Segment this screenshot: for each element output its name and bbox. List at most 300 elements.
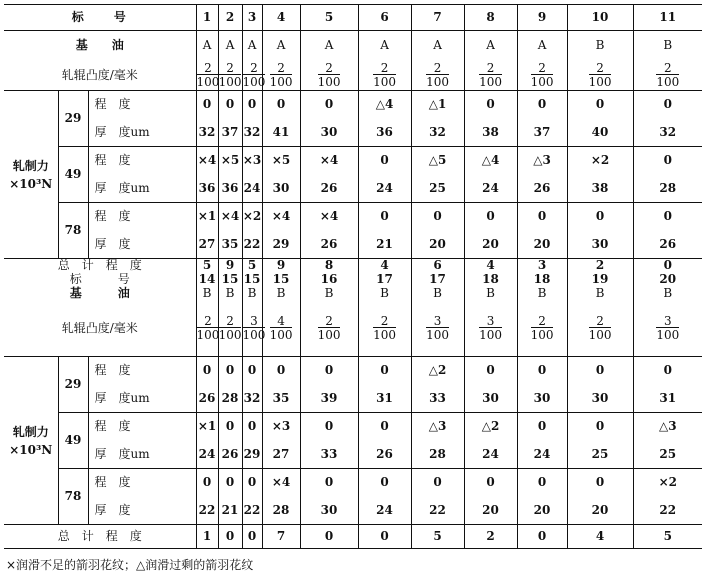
thickness-row	[4, 119, 702, 147]
thickness-value: 32	[242, 385, 262, 413]
column-number: 6	[358, 5, 411, 31]
number-value: 17	[358, 273, 411, 287]
base-oil-value: A	[358, 31, 411, 61]
degree-value: ×4	[196, 147, 218, 175]
column-header-label: 标 号	[4, 5, 196, 31]
degree-value: 0	[300, 469, 358, 497]
thickness-value: 28	[262, 497, 300, 525]
degree-value: 0	[242, 469, 262, 497]
degree-value: △4	[464, 147, 517, 175]
fraction	[426, 315, 449, 341]
thickness-value: 28	[633, 175, 702, 203]
fraction	[318, 62, 341, 88]
degree-label: 程 度	[94, 209, 131, 224]
base-oil-value: A	[218, 31, 242, 61]
degree-value: ×3	[262, 413, 300, 441]
total-degree-value: 5	[411, 525, 464, 549]
number-value: 15	[243, 272, 261, 286]
roll-crown-value	[517, 301, 567, 357]
base-oil-value: B	[567, 31, 633, 61]
thickness-value: 31	[358, 385, 411, 413]
degree-row	[4, 203, 702, 231]
thickness-value: 41	[262, 119, 300, 147]
fraction-denominator: 100	[530, 328, 554, 343]
fraction-numerator: 2	[325, 314, 333, 329]
roll-crown-value	[517, 61, 567, 91]
thickness-value: 26	[517, 175, 567, 203]
thickness-value: 36	[196, 175, 218, 203]
roll-crown-value	[242, 61, 266, 91]
total-degree-value: 3	[517, 259, 567, 273]
fraction-numerator: 2	[226, 61, 234, 76]
fraction-numerator: 3	[486, 314, 495, 329]
total-degree-value: 5	[242, 259, 262, 273]
thickness-value: 25	[633, 441, 702, 469]
base-oil-value: B	[196, 287, 218, 301]
base-oil-value: B	[633, 287, 702, 301]
total-degree-row	[4, 259, 702, 273]
degree-value: ×4	[300, 203, 358, 231]
number-value: 18	[464, 273, 517, 287]
degree-value: 0	[517, 413, 567, 441]
thickness-value: 20	[517, 497, 567, 525]
thickness-value: 20	[517, 231, 567, 259]
thickness-value: 26	[633, 231, 702, 259]
fraction	[479, 62, 502, 88]
degree-value: ×4	[262, 469, 300, 497]
degree-value: 0	[196, 469, 218, 497]
fraction	[531, 62, 554, 88]
degree-value: △5	[411, 147, 464, 175]
fraction-denominator: 100	[269, 75, 293, 90]
roll-crown-value	[218, 61, 242, 91]
thickness-value: 24	[464, 175, 517, 203]
fraction	[197, 62, 220, 88]
fraction	[531, 315, 554, 341]
thickness-value: 32	[633, 119, 702, 147]
total-degree-value: 1	[196, 525, 218, 549]
fraction-numerator: 3	[250, 314, 258, 329]
force-level-label: 29	[58, 91, 88, 147]
fraction-denominator: 100	[530, 75, 554, 90]
degree-value: ×1	[196, 203, 218, 231]
thickness-value: 32	[242, 119, 262, 147]
fraction-numerator: 2	[538, 61, 546, 76]
thickness-value: 25	[567, 441, 633, 469]
degree-value: △3	[411, 413, 464, 441]
roll-crown-label: 轧辊凸度/毫米	[4, 301, 196, 357]
thickness-value: 31	[633, 385, 702, 413]
thickness-value: 30	[300, 119, 358, 147]
base-oil-row	[4, 31, 702, 61]
roll-crown-value	[464, 61, 517, 91]
fraction-denominator: 100	[218, 328, 242, 343]
thickness-row	[4, 385, 702, 413]
degree-value: 0	[358, 203, 411, 231]
degree-label: 程 度	[94, 153, 131, 168]
degree-value: △1	[411, 91, 464, 119]
column-number: 5	[300, 5, 358, 31]
thickness-value: 26	[196, 385, 218, 413]
degree-value: 0	[196, 91, 218, 119]
degree-label: 程 度	[94, 363, 131, 378]
degree-value: ×3	[242, 147, 262, 175]
total-degree-value: 0	[242, 525, 262, 549]
degree-value: 0	[196, 357, 218, 385]
degree-value: 0	[517, 357, 567, 385]
total-degree-label: 总 计 程 度	[4, 525, 196, 549]
roll-crown-value	[300, 301, 358, 357]
fraction-denominator: 100	[479, 328, 502, 343]
degree-value: 0	[517, 469, 567, 497]
thickness-value: 26	[300, 175, 358, 203]
total-degree-value: 4	[567, 525, 633, 549]
fraction-denominator: 100	[588, 75, 612, 90]
number-value: 14	[196, 273, 218, 287]
thickness-value: 32	[411, 119, 464, 147]
thickness-row	[4, 175, 702, 203]
thickness-value: 30	[464, 385, 517, 413]
fraction-numerator: 2	[226, 314, 234, 329]
roll-crown-value	[242, 301, 266, 357]
thickness-value: 30	[300, 497, 358, 525]
total-degree-value: 6	[411, 259, 464, 273]
degree-value: 0	[567, 91, 633, 119]
degree-value: ×2	[242, 203, 262, 231]
fraction	[426, 62, 449, 88]
fraction-numerator: 2	[204, 61, 212, 76]
number-value: 16	[300, 273, 358, 287]
fraction-denominator: 100	[373, 328, 396, 343]
fraction-numerator: 2	[538, 314, 546, 329]
fraction-numerator: 3	[433, 314, 442, 329]
total-degree-value: 2	[567, 259, 633, 273]
number-row	[4, 273, 702, 287]
thickness-value: 40	[567, 119, 633, 147]
total-degree-value: 9	[218, 259, 242, 273]
roll-crown-value	[196, 301, 218, 357]
thickness-value: 22	[242, 497, 262, 525]
thickness-value: 20	[411, 231, 464, 259]
roll-crown-value	[358, 301, 411, 357]
roll-crown-value	[567, 61, 633, 91]
thickness-value: 22	[242, 231, 262, 259]
fraction-denominator: 100	[656, 75, 680, 90]
total-degree-value: 4	[464, 259, 517, 273]
fraction-denominator: 100	[373, 75, 396, 90]
degree-value: 0	[242, 91, 262, 119]
number-value: 15	[262, 273, 300, 287]
thickness-value: 27	[262, 441, 300, 469]
thickness-value: 33	[300, 441, 358, 469]
degree-value: 0	[411, 203, 464, 231]
thickness-value: 22	[633, 497, 702, 525]
fraction-denominator: 100	[317, 328, 341, 343]
degree-label: 程 度	[94, 97, 131, 112]
fraction	[270, 315, 293, 341]
degree-value: 0	[464, 357, 517, 385]
thickness-label: 厚 度um	[88, 119, 196, 147]
degree-value: ×4	[262, 203, 300, 231]
data-table	[4, 4, 702, 549]
base-oil-value: A	[300, 31, 358, 61]
degree-value: 0	[218, 91, 242, 119]
degree-value: △3	[633, 413, 702, 441]
degree-value: 0	[242, 413, 262, 441]
roll-crown-value	[411, 301, 464, 357]
roll-crown-value	[567, 301, 633, 357]
degree-value: 0	[358, 357, 411, 385]
thickness-value: 36	[218, 175, 242, 203]
degree-row	[4, 91, 702, 119]
base-oil-value: B	[218, 287, 242, 301]
roll-crown-value	[262, 61, 300, 91]
roll-crown-label: 轧辊凸度/毫米	[4, 61, 196, 91]
total-degree-label: 总 计 程 度	[57, 258, 142, 273]
base-oil-row	[4, 287, 702, 301]
fraction	[656, 62, 679, 88]
fraction-denominator: 100	[479, 75, 502, 90]
fraction-denominator: 100	[317, 75, 341, 90]
fraction-numerator: 4	[277, 314, 285, 329]
fraction-numerator: 2	[380, 314, 389, 329]
degree-value: 0	[567, 413, 633, 441]
fraction	[243, 315, 266, 341]
column-number: 2	[218, 5, 242, 31]
column-number: 4	[262, 5, 300, 31]
fraction-denominator: 100	[196, 328, 220, 343]
data-table-container	[4, 4, 702, 549]
fraction-denominator: 100	[242, 75, 266, 90]
force-level-label: 78	[58, 203, 88, 259]
column-number: 8	[464, 5, 517, 31]
degree-value: 0	[517, 203, 567, 231]
roll-crown-value	[358, 61, 411, 91]
thickness-label: 厚 度	[88, 231, 196, 259]
degree-row	[4, 147, 702, 175]
degree-value: 0	[567, 203, 633, 231]
fraction-numerator: 2	[596, 61, 604, 76]
fraction	[589, 315, 612, 341]
thickness-value: 20	[567, 497, 633, 525]
fraction-numerator: 2	[380, 61, 389, 76]
thickness-row	[4, 231, 702, 259]
degree-value: 0	[300, 91, 358, 119]
fraction-denominator: 100	[656, 328, 680, 343]
fraction-denominator: 100	[242, 328, 266, 343]
degree-value: 0	[262, 357, 300, 385]
base-oil-value: B	[262, 287, 300, 301]
degree-value: 0	[517, 91, 567, 119]
degree-row	[4, 357, 702, 385]
roll-crown-row	[4, 61, 702, 91]
fraction-numerator: 2	[325, 61, 333, 76]
fraction-numerator: 2	[486, 61, 495, 76]
degree-value: 0	[567, 357, 633, 385]
number-label: 标 号	[69, 272, 130, 286]
total-degree-value: 8	[300, 259, 358, 273]
base-oil-label: 基 油	[75, 38, 124, 53]
number-value: 19	[567, 273, 633, 287]
degree-value: 0	[633, 147, 702, 175]
base-oil-value: B	[517, 287, 567, 301]
number-value: 20	[633, 273, 702, 287]
fraction-numerator: 3	[663, 314, 672, 329]
thickness-label: 厚 度	[88, 497, 196, 525]
base-oil-label: 基 油	[69, 286, 130, 300]
degree-row	[4, 413, 702, 441]
thickness-value: 36	[358, 119, 411, 147]
roll-crown-value	[464, 301, 517, 357]
column-number: 7	[411, 5, 464, 31]
degree-value: ×4	[218, 203, 242, 231]
thickness-value: 35	[262, 385, 300, 413]
thickness-value: 32	[196, 119, 218, 147]
degree-value: ×1	[196, 413, 218, 441]
force-level-label: 29	[58, 357, 88, 413]
fraction	[219, 62, 242, 88]
degree-value: ×4	[300, 147, 358, 175]
thickness-value: 21	[218, 497, 242, 525]
degree-value: 0	[300, 413, 358, 441]
roll-crown-row	[4, 301, 702, 357]
thickness-label: 厚 度um	[88, 175, 196, 203]
base-oil-value: B	[567, 287, 633, 301]
degree-value: △2	[464, 413, 517, 441]
thickness-value: 24	[358, 175, 411, 203]
rolling-force-unit: ×10³N	[9, 176, 53, 191]
roll-crown-value	[633, 301, 702, 357]
thickness-value: 20	[464, 231, 517, 259]
number-value: 18	[517, 273, 567, 287]
degree-value: 0	[464, 469, 517, 497]
thickness-value: 38	[464, 119, 517, 147]
fraction	[479, 315, 502, 341]
thickness-value: 22	[196, 497, 218, 525]
column-number: 11	[633, 5, 702, 31]
thickness-value: 30	[567, 231, 633, 259]
base-oil-value: A	[411, 31, 464, 61]
thickness-value: 21	[358, 231, 411, 259]
thickness-value: 33	[411, 385, 464, 413]
fraction-denominator: 100	[588, 328, 612, 343]
fraction-numerator: 2	[433, 61, 442, 76]
bottom-total-row	[4, 525, 702, 549]
thickness-value: 28	[218, 385, 242, 413]
thickness-value: 28	[411, 441, 464, 469]
total-degree-value: 9	[262, 259, 300, 273]
fraction	[589, 62, 612, 88]
column-number: 1	[196, 5, 218, 31]
degree-value: 0	[358, 413, 411, 441]
rolling-force-unit: ×10³N	[9, 442, 53, 457]
thickness-value: 26	[300, 231, 358, 259]
degree-value: ×2	[567, 147, 633, 175]
degree-value: 0	[358, 469, 411, 497]
fraction	[219, 315, 242, 341]
rolling-force-title: 轧制力	[12, 424, 49, 439]
number-value: 17	[411, 273, 464, 287]
thickness-value: 26	[218, 441, 242, 469]
degree-label: 程 度	[94, 419, 131, 434]
base-oil-value: A	[517, 31, 567, 61]
thickness-value: 30	[517, 385, 567, 413]
base-oil-value: A	[262, 31, 300, 61]
degree-value: 0	[464, 91, 517, 119]
thickness-value: 35	[218, 231, 242, 259]
thickness-value: 20	[464, 497, 517, 525]
total-degree-value: 0	[300, 525, 358, 549]
degree-value: △3	[517, 147, 567, 175]
roll-crown-value	[196, 61, 218, 91]
thickness-value: 27	[196, 231, 218, 259]
force-level-label: 78	[58, 469, 88, 525]
thickness-row	[4, 497, 702, 525]
fraction-denominator: 100	[426, 75, 449, 90]
degree-value: 0	[633, 203, 702, 231]
rolling-force-title: 轧制力	[12, 158, 49, 173]
total-degree-value: 7	[262, 525, 300, 549]
total-degree-value: 2	[464, 525, 517, 549]
base-oil-value: B	[411, 287, 464, 301]
column-number: 10	[567, 5, 633, 31]
degree-value: 0	[464, 203, 517, 231]
thickness-value: 26	[358, 441, 411, 469]
base-oil-value: B	[300, 287, 358, 301]
total-degree-value: 0	[517, 525, 567, 549]
degree-value: 0	[358, 147, 411, 175]
footnote: ×润滑不足的箭羽花纹；△润滑过剩的箭羽花纹	[6, 558, 254, 572]
fraction	[318, 315, 341, 341]
thickness-row	[4, 441, 702, 469]
thickness-value: 24	[358, 497, 411, 525]
thickness-value: 30	[567, 385, 633, 413]
base-oil-value: A	[196, 31, 218, 61]
degree-value: 0	[242, 357, 262, 385]
total-degree-value: 0	[358, 525, 411, 549]
thickness-value: 24	[196, 441, 218, 469]
thickness-label: 厚 度um	[88, 441, 196, 469]
fraction	[656, 315, 679, 341]
base-oil-value: B	[242, 287, 262, 301]
total-degree-value: 5	[633, 525, 702, 549]
fraction	[373, 62, 396, 88]
roll-crown-value	[218, 301, 242, 357]
degree-row	[4, 469, 702, 497]
fraction-numerator: 2	[277, 61, 285, 76]
thickness-value: 37	[517, 119, 567, 147]
fraction	[243, 62, 266, 88]
degree-value: ×2	[633, 469, 702, 497]
thickness-value: 24	[517, 441, 567, 469]
degree-value: 0	[262, 91, 300, 119]
rolling-force-label	[4, 91, 58, 259]
degree-label: 程 度	[94, 475, 131, 490]
base-oil-value: B	[633, 31, 702, 61]
degree-value: ×5	[218, 147, 242, 175]
force-level-label: 49	[58, 413, 88, 469]
thickness-value: 39	[300, 385, 358, 413]
total-degree-value: 5	[196, 259, 218, 273]
thickness-value: 38	[567, 175, 633, 203]
roll-crown-value	[633, 61, 702, 91]
total-degree-value: 4	[358, 259, 411, 273]
number-value: 15	[218, 273, 242, 287]
base-oil-value: B	[464, 287, 517, 301]
fraction	[373, 315, 396, 341]
roll-crown-value	[262, 301, 300, 357]
fraction-numerator: 2	[596, 314, 604, 329]
